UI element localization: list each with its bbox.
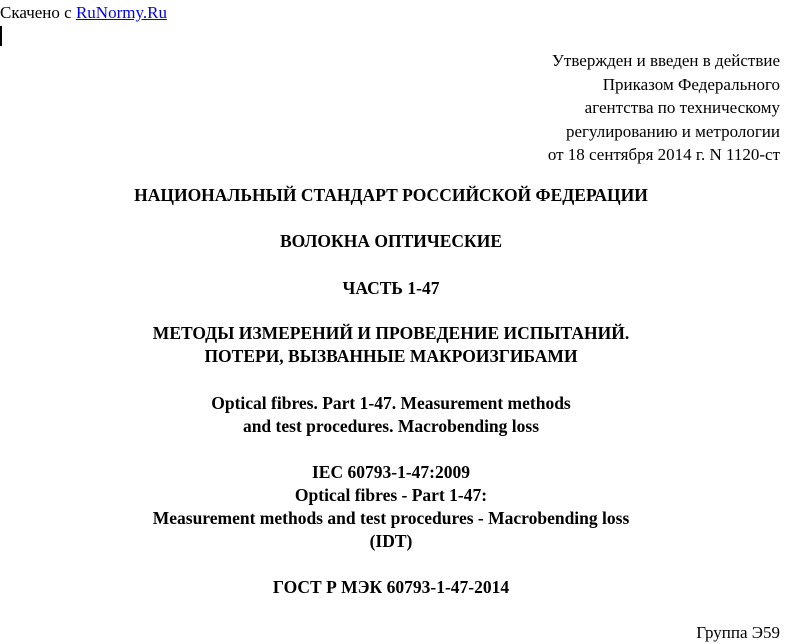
iec-reference-line: Optical fibres - Part 1-47: (294, 485, 488, 505)
download-source-line (0, 3, 167, 23)
approval-line: Приказом Федерального (602, 74, 780, 94)
part-heading-text: ЧАСТЬ 1-47 (342, 278, 440, 298)
gost-number (0, 576, 782, 599)
english-title (0, 392, 782, 438)
approval-line: регулированию и метрологии (565, 121, 780, 141)
approval-block (548, 49, 780, 167)
subject-heading (0, 230, 782, 253)
national-standard-title-text: НАЦИОНАЛЬНЫЙ СТАНДАРТ РОССИЙСКОЙ ФЕДЕРАЦИИ (134, 185, 648, 205)
iec-reference-line: IEC 60793-1-47:2009 (312, 462, 470, 482)
iec-reference (0, 461, 782, 553)
iec-reference-line: Measurement methods and test procedures - Macrobending loss (152, 508, 630, 528)
runormy-link[interactable]: RuNormy.Ru (75, 3, 167, 22)
subject-heading-text: ВОЛОКНА ОПТИЧЕСКИЕ (279, 231, 502, 251)
methods-heading-line: МЕТОДЫ ИЗМЕРЕНИЙ И ПРОВЕДЕНИЕ ИСПЫТАНИЙ. (152, 323, 630, 343)
text-cursor (0, 26, 2, 46)
approval-line: от 18 сентября 2014 г. N 1120-ст (547, 145, 780, 164)
english-title-line: and test procedures. Macrobending loss (242, 416, 540, 436)
download-prefix: Скачено с (0, 3, 76, 22)
gost-number-text: ГОСТ Р МЭК 60793-1-47-2014 (272, 577, 510, 597)
approval-line: агентства по техническому (584, 98, 780, 117)
english-title-line: Optical fibres. Part 1-47. Measurement methods (211, 393, 571, 413)
group-code: Группа Э59 (696, 623, 780, 642)
iec-reference-line: (IDT) (369, 531, 413, 551)
national-standard-title (0, 184, 782, 207)
part-heading (0, 277, 782, 300)
methods-heading-line: ПОТЕРИ, ВЫЗВАННЫЕ МАКРОИЗГИБАМИ (204, 346, 578, 366)
methods-heading (0, 322, 782, 368)
approval-line: Утвержден и введен в действие (551, 51, 780, 70)
